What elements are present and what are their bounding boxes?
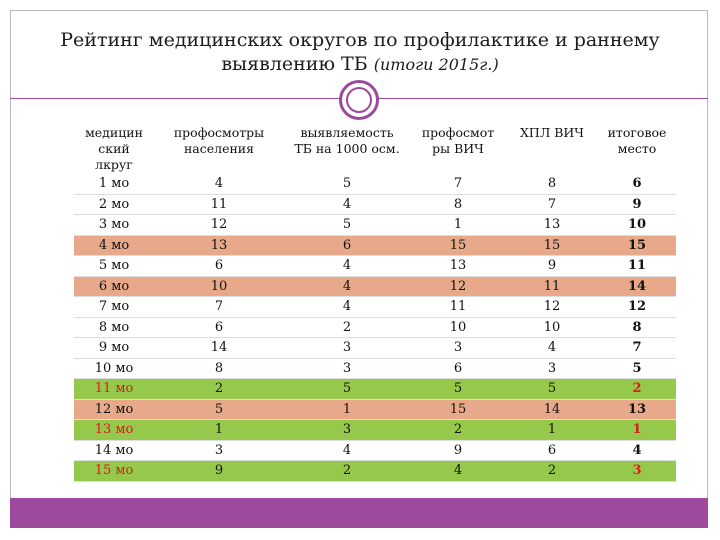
- hpl-vich-cell: 14: [506, 399, 598, 420]
- okrug-cell: 12 мо: [74, 399, 154, 420]
- place-cell: 4: [598, 440, 676, 461]
- header-okrug: медицин ский лкруг: [85, 125, 143, 172]
- hpl-vich-cell: 9: [506, 256, 598, 277]
- profosmotry-vich-cell: 11: [410, 297, 506, 318]
- profosmotry-vich-cell: 4: [410, 461, 506, 482]
- place-cell: 3: [598, 461, 676, 482]
- vyyavlyaemost-cell: 6: [284, 235, 410, 256]
- vyyavlyaemost-cell: 1: [284, 399, 410, 420]
- profosmotry-cell: 14: [154, 338, 284, 359]
- place-cell: 14: [598, 276, 676, 297]
- place-cell: 9: [598, 194, 676, 215]
- profosmotry-cell: 6: [154, 256, 284, 277]
- vyyavlyaemost-cell: 2: [284, 461, 410, 482]
- profosmotry-cell: 7: [154, 297, 284, 318]
- profosmotry-cell: 10: [154, 276, 284, 297]
- place-cell: 11: [598, 256, 676, 277]
- place-cell: 1: [598, 420, 676, 441]
- vyyavlyaemost-cell: 3: [284, 338, 410, 359]
- vyyavlyaemost-cell: 3: [284, 420, 410, 441]
- profosmotry-cell: 13: [154, 235, 284, 256]
- okrug-cell: 9 мо: [74, 338, 154, 359]
- profosmotry-cell: 5: [154, 399, 284, 420]
- profosmotry-vich-cell: 7: [410, 174, 506, 194]
- rating-table: [74, 124, 676, 482]
- okrug-cell: 10 мо: [74, 358, 154, 379]
- table-row: [74, 276, 676, 297]
- vyyavlyaemost-cell: 4: [284, 297, 410, 318]
- place-cell: 2: [598, 379, 676, 400]
- place-cell: 8: [598, 317, 676, 338]
- okrug-cell: 14 мо: [74, 440, 154, 461]
- profosmotry-vich-cell: 1: [410, 215, 506, 236]
- okrug-cell: 13 мо: [74, 420, 154, 441]
- footer-bar: [10, 498, 708, 528]
- table-row: [74, 379, 676, 400]
- hpl-vich-cell: 11: [506, 276, 598, 297]
- header-itogovoe-mesto: итоговое место: [607, 125, 667, 156]
- vyyavlyaemost-cell: 4: [284, 276, 410, 297]
- profosmotry-cell: 6: [154, 317, 284, 338]
- profosmotry-cell: 3: [154, 440, 284, 461]
- place-cell: 6: [598, 174, 676, 194]
- table-row: [74, 461, 676, 482]
- table-row: [74, 235, 676, 256]
- okrug-cell: 15 мо: [74, 461, 154, 482]
- okrug-cell: 2 мо: [74, 194, 154, 215]
- profosmotry-vich-cell: 15: [410, 235, 506, 256]
- table-row: [74, 317, 676, 338]
- vyyavlyaemost-cell: 2: [284, 317, 410, 338]
- vyyavlyaemost-cell: 3: [284, 358, 410, 379]
- hpl-vich-cell: 5: [506, 379, 598, 400]
- title-line-2: [0, 52, 720, 77]
- profosmotry-vich-cell: 5: [410, 379, 506, 400]
- okrug-cell: 6 мо: [74, 276, 154, 297]
- profosmotry-cell: 1: [154, 420, 284, 441]
- profosmotry-cell: 11: [154, 194, 284, 215]
- profosmotry-vich-cell: 2: [410, 420, 506, 441]
- vyyavlyaemost-cell: 4: [284, 194, 410, 215]
- okrug-cell: 5 мо: [74, 256, 154, 277]
- hpl-vich-cell: 2: [506, 461, 598, 482]
- title-line-1: Рейтинг медицинских округов по профилактике и раннему: [60, 29, 660, 51]
- table-row: [74, 174, 676, 194]
- table-body: [74, 174, 676, 481]
- profosmotry-vich-cell: 6: [410, 358, 506, 379]
- table-row: [74, 297, 676, 318]
- table-row: [74, 440, 676, 461]
- profosmotry-cell: 12: [154, 215, 284, 236]
- vyyavlyaemost-cell: 5: [284, 174, 410, 194]
- place-cell: 15: [598, 235, 676, 256]
- table-row: [74, 399, 676, 420]
- header-profosmotry: профосмотры населения: [173, 125, 265, 156]
- hpl-vich-cell: 7: [506, 194, 598, 215]
- table-header-row: [74, 124, 676, 174]
- okrug-cell: 3 мо: [74, 215, 154, 236]
- place-cell: 12: [598, 297, 676, 318]
- table-row: [74, 194, 676, 215]
- hpl-vich-cell: 4: [506, 338, 598, 359]
- table-row: [74, 358, 676, 379]
- profosmotry-cell: 2: [154, 379, 284, 400]
- place-cell: 13: [598, 399, 676, 420]
- profosmotry-cell: 9: [154, 461, 284, 482]
- place-cell: 5: [598, 358, 676, 379]
- vyyavlyaemost-cell: 4: [284, 256, 410, 277]
- vyyavlyaemost-cell: 5: [284, 379, 410, 400]
- hpl-vich-cell: 8: [506, 174, 598, 194]
- okrug-cell: 7 мо: [74, 297, 154, 318]
- hpl-vich-cell: 10: [506, 317, 598, 338]
- header-vyyavlyaemost: выявляемость ТБ на 1000 осм.: [294, 125, 400, 156]
- okrug-cell: 1 мо: [74, 174, 154, 194]
- vyyavlyaemost-cell: 4: [284, 440, 410, 461]
- profosmotry-vich-cell: 9: [410, 440, 506, 461]
- table-row: [74, 215, 676, 236]
- profosmotry-vich-cell: 13: [410, 256, 506, 277]
- okrug-cell: 8 мо: [74, 317, 154, 338]
- hpl-vich-cell: 13: [506, 215, 598, 236]
- hpl-vich-cell: 1: [506, 420, 598, 441]
- profosmotry-vich-cell: 12: [410, 276, 506, 297]
- table-row: [74, 338, 676, 359]
- place-cell: 7: [598, 338, 676, 359]
- okrug-cell: 11 мо: [74, 379, 154, 400]
- profosmotry-vich-cell: 8: [410, 194, 506, 215]
- title-main-text: выявлению ТБ: [221, 53, 368, 75]
- slide-title: [0, 28, 720, 77]
- circle-ornament-icon: [339, 80, 379, 120]
- place-cell: 10: [598, 215, 676, 236]
- hpl-vich-cell: 12: [506, 297, 598, 318]
- vyyavlyaemost-cell: 5: [284, 215, 410, 236]
- table-row: [74, 420, 676, 441]
- profosmotry-vich-cell: 3: [410, 338, 506, 359]
- header-profosmotry-vich: профосмот ры ВИЧ: [421, 125, 495, 156]
- title-year: (итоги 2015г.): [373, 55, 499, 74]
- table-row: [74, 256, 676, 277]
- header-hpl-vich: ХПЛ ВИЧ: [520, 125, 584, 140]
- hpl-vich-cell: 15: [506, 235, 598, 256]
- profosmotry-cell: 8: [154, 358, 284, 379]
- profosmotry-vich-cell: 10: [410, 317, 506, 338]
- okrug-cell: 4 мо: [74, 235, 154, 256]
- profosmotry-cell: 4: [154, 174, 284, 194]
- hpl-vich-cell: 3: [506, 358, 598, 379]
- profosmotry-vich-cell: 15: [410, 399, 506, 420]
- hpl-vich-cell: 6: [506, 440, 598, 461]
